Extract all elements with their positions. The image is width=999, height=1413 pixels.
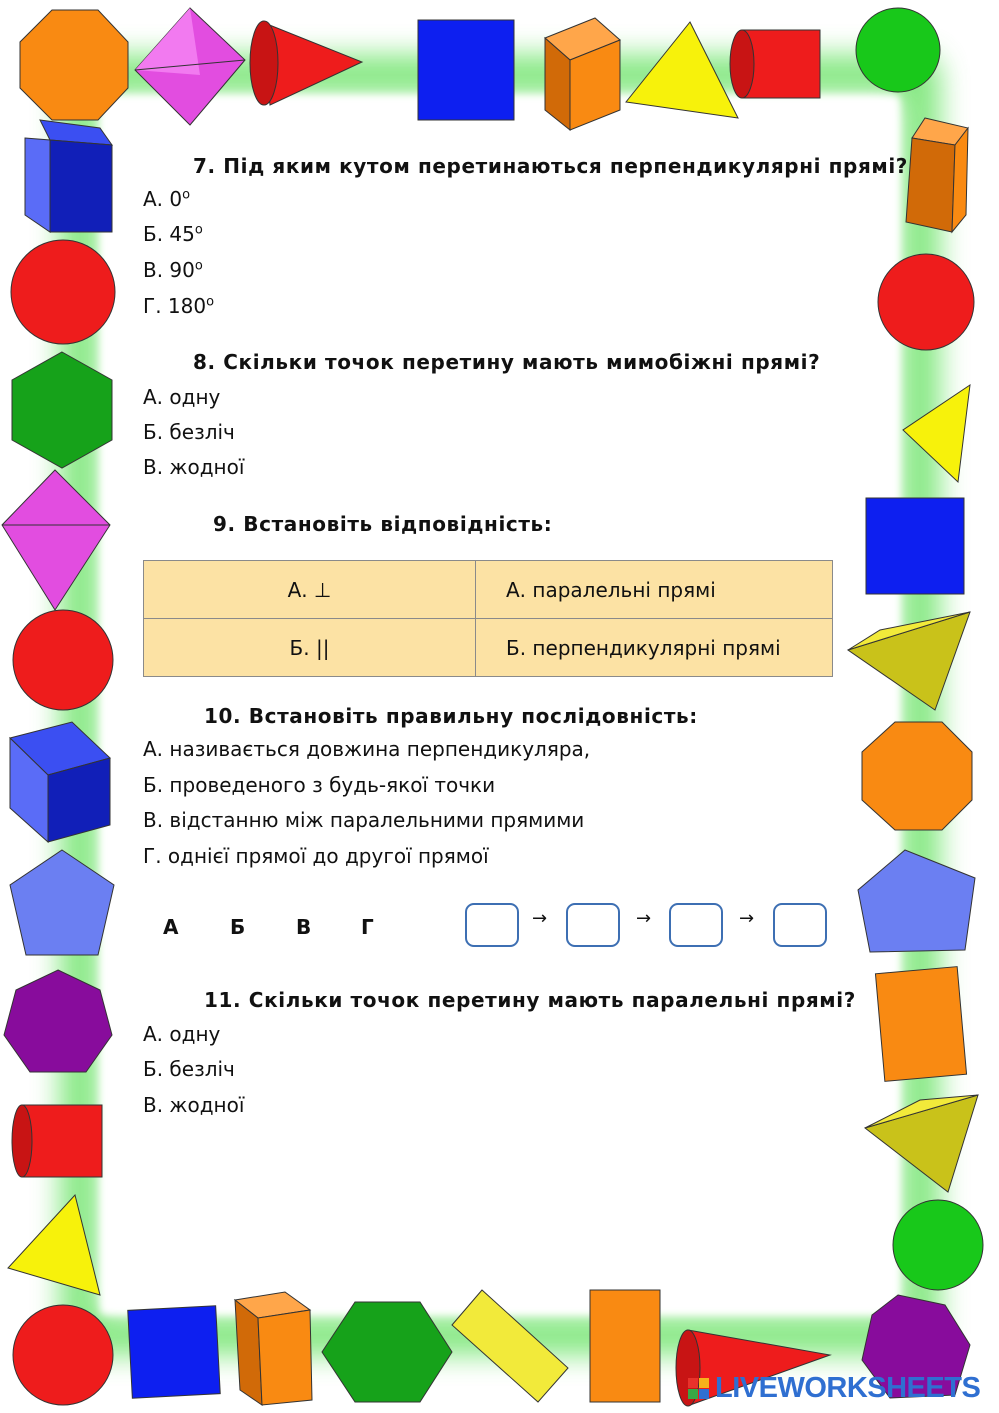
logo-text: LIVEWORKSHEETS (715, 1371, 981, 1404)
table-row (144, 561, 833, 619)
match-left-a[interactable]: А. ⊥ (144, 561, 476, 619)
question-10-title: 10. Встановіть правильну послідовність: (204, 704, 698, 728)
table-row (144, 619, 833, 677)
sequence-answer-box-4[interactable] (773, 903, 827, 947)
question-11-option-a: А. одну (143, 1022, 221, 1046)
match-right-b[interactable]: Б. перпендикулярні прямі (476, 619, 833, 677)
match-left-b[interactable]: Б. || (144, 619, 476, 677)
match-right-a[interactable]: А. паралельні прямі (476, 561, 833, 619)
question-7-option-d: Г. 180$^o$ (143, 294, 215, 318)
question-10-option-a: А. називається довжина перпендикуляра, (143, 737, 591, 761)
sequence-answer-box-1[interactable] (465, 903, 519, 947)
sequence-arrow: → (739, 908, 755, 929)
sequence-answer-box-3[interactable] (669, 903, 723, 947)
sequence-arrow: → (532, 908, 548, 929)
question-9-title: 9. Встановіть відповідність: (213, 512, 553, 536)
sequence-letter-d[interactable]: Г (361, 915, 374, 939)
question-11-title: 11. Скільки точок перетину мають паралельні прямі? (204, 988, 856, 1012)
question-7-option-c: В. 90$^o$ (143, 258, 203, 282)
question-10-option-b: Б. проведеного з будь-якої точки (143, 773, 496, 797)
matching-table (143, 560, 833, 677)
question-7-option-a: А. 0$^o$ (143, 187, 191, 211)
sequence-letter-b[interactable]: Б (230, 915, 246, 939)
sequence-letter-a[interactable]: А (163, 915, 179, 939)
question-7-title: 7. Під яким кутом перетинаються перпендикулярні прямі? (193, 154, 909, 178)
liveworksheets-logo[interactable] (688, 1372, 980, 1404)
question-11-option-c: В. жодної (143, 1093, 245, 1117)
sequence-answer-box-2[interactable] (566, 903, 620, 947)
question-10-option-c: В. відстанню між паралельними прямими (143, 808, 585, 832)
logo-mark-icon (688, 1378, 709, 1399)
question-7-option-b: Б. 45$^o$ (143, 222, 203, 246)
question-8-option-a: А. одну (143, 385, 221, 409)
sequence-arrow: → (636, 908, 652, 929)
question-8-title: 8. Скільки точок перетину мають мимобіжні прямі? (193, 350, 821, 374)
question-8-option-b: Б. безліч (143, 420, 235, 444)
question-10-option-d: Г. однієї прямої до другої прямої (143, 844, 489, 868)
question-8-option-c: В. жодної (143, 455, 245, 479)
question-11-option-b: Б. безліч (143, 1057, 235, 1081)
sequence-letter-c[interactable]: В (296, 915, 312, 939)
